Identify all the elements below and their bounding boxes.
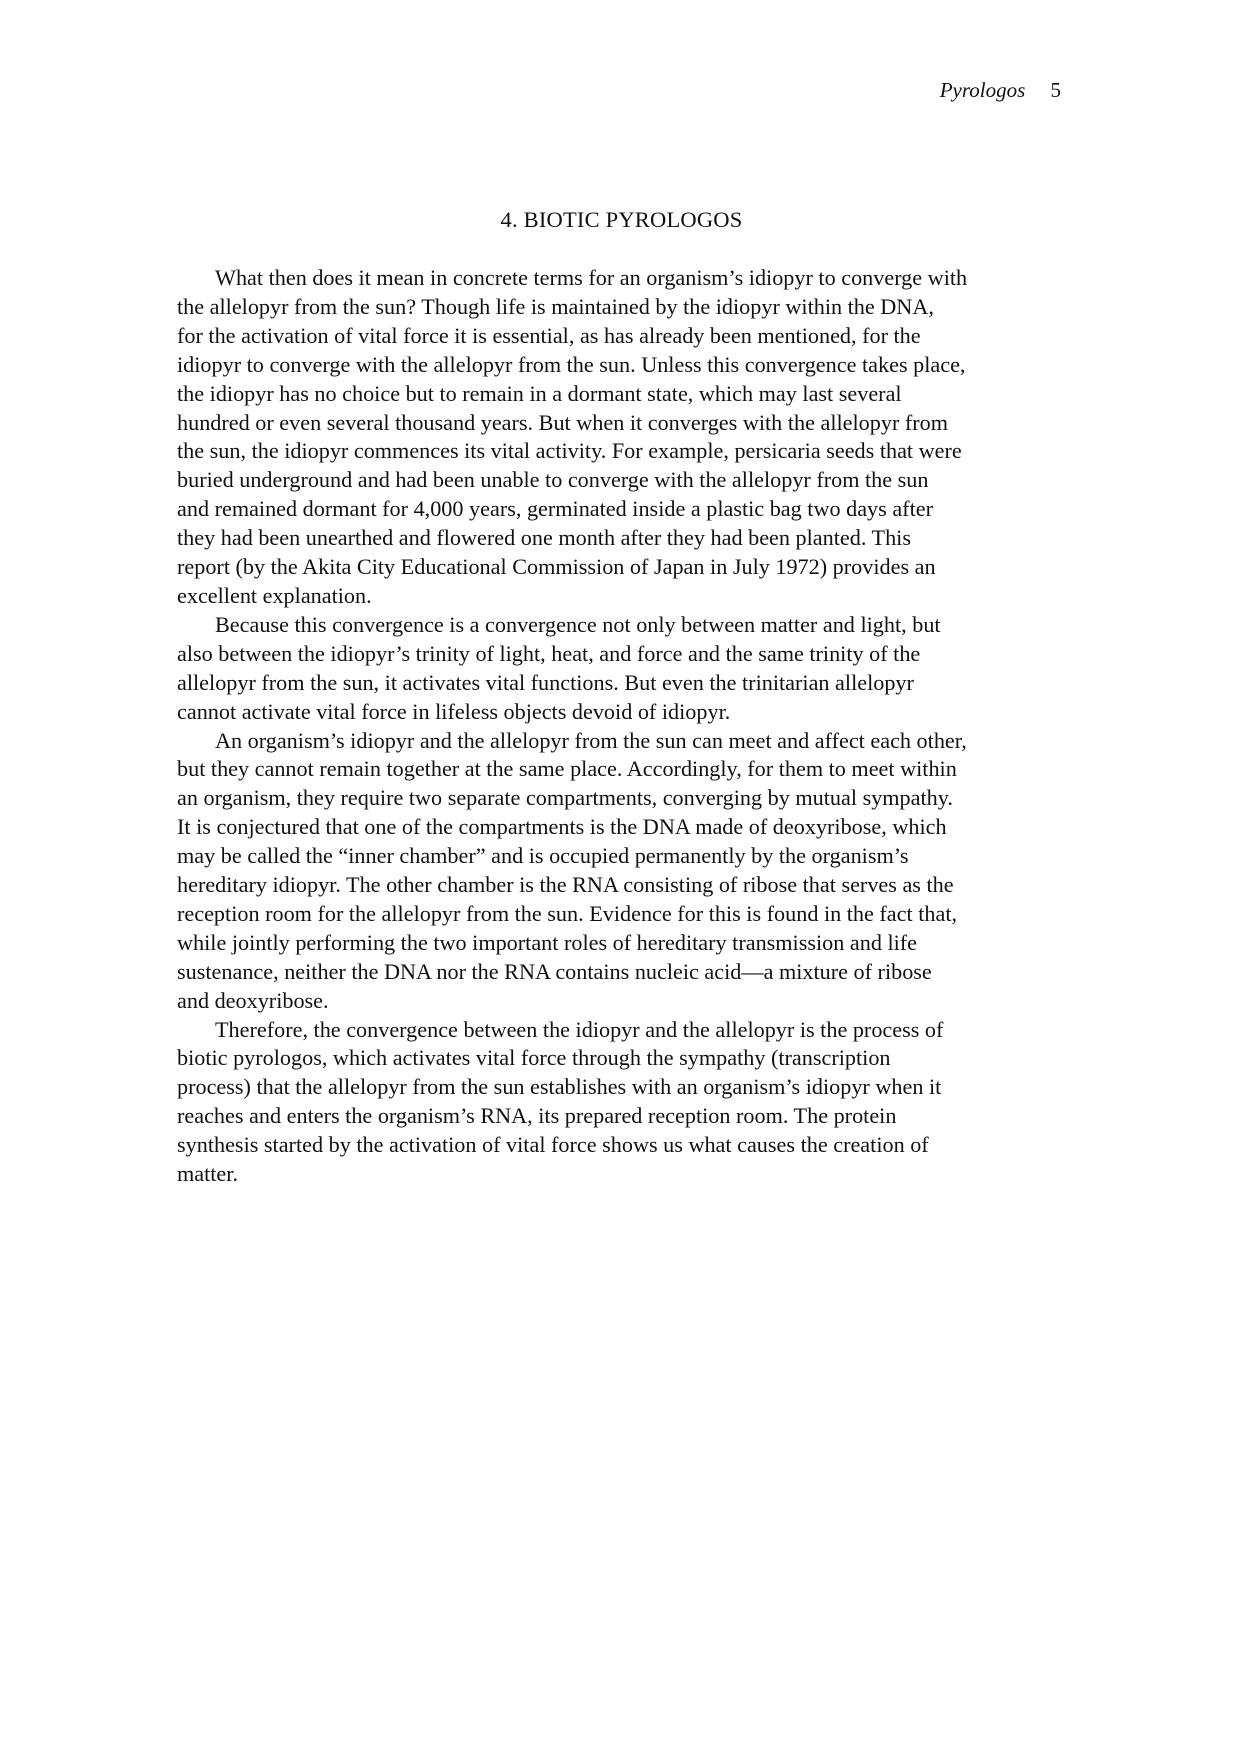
paragraph-4: Therefore, the convergence between the idiopyr and the allelopyr is the process of biotic pyrologos, which activates vital force through the sympathy (transcription process) that the allelopyr from the sun establishes with an organism’s idiopyr when it reaches and enters the organism’s RNA, its prepared reception room. The protein synthesis started by the activation of vital force shows us what causes the creation of matter. (177, 1016, 944, 1187)
section-heading: 4. BIOTIC PYROLOGOS (500, 207, 743, 232)
body-text (177, 264, 1077, 1189)
paragraph-2: Because this convergence is a convergence not only between matter and light, but also between the idiopyr’s trinity of light, heat, and force and the same trinity of the allelopyr from the sun, it activates vital functions. But even the trinitarian allelopyr cannot activate vital force in lifeless objects devoid of idiopyr. (177, 611, 941, 724)
running-header-title: Pyrologos (939, 78, 1026, 102)
paragraph-1: What then does it mean in concrete terms for an organism’s idiopyr to converge with the allelopyr from the sun? Though life is maintained by the idiopyr within the DNA, for the activation of vital force it is essential, as has already been mentioned, for the idiopyr to converge with the allelopyr from the sun. Unless this convergence takes place, the idiopyr has no choice but to remain in a dormant state, which may last several hundred or even several thousand years. But when it converges with the allelopyr from the sun, the idiopyr commences its vital activity. For example, persicaria seeds that were buried underground and had been unable to converge with the allelopyr from the sun and remained dormant for 4,000 years, germinated inside a plastic bag two days after they had been unearthed and flowered one month after they had been planted. This report (by the Akita City Educational Commission of Japan in July 1972) provides an excellent explanation. (177, 265, 968, 608)
page-number: 5 (1050, 78, 1061, 102)
paragraph-3: An organism’s idiopyr and the allelopyr from the sun can meet and affect each other, but they cannot remain together at the same place. Accordingly, for them to meet within an organism, they require two separate compartments, converging by mutual sympathy. It is conjectured that one of the compartments is the DNA made of deoxyribose, which may be called the “inner chamber” and is occupied permanently by the organism’s hereditary idiopyr. The other chamber is the RNA consisting of ribose that serves as the reception room for the allelopyr from the sun. Evidence for this is found in the fact that, while jointly performing the two important roles of hereditary transmission and life sustenance, neither the DNA nor the RNA contains nucleic acid—a mixture of ribose and deoxyribose. (177, 727, 967, 1013)
running-header (940, 78, 1061, 102)
